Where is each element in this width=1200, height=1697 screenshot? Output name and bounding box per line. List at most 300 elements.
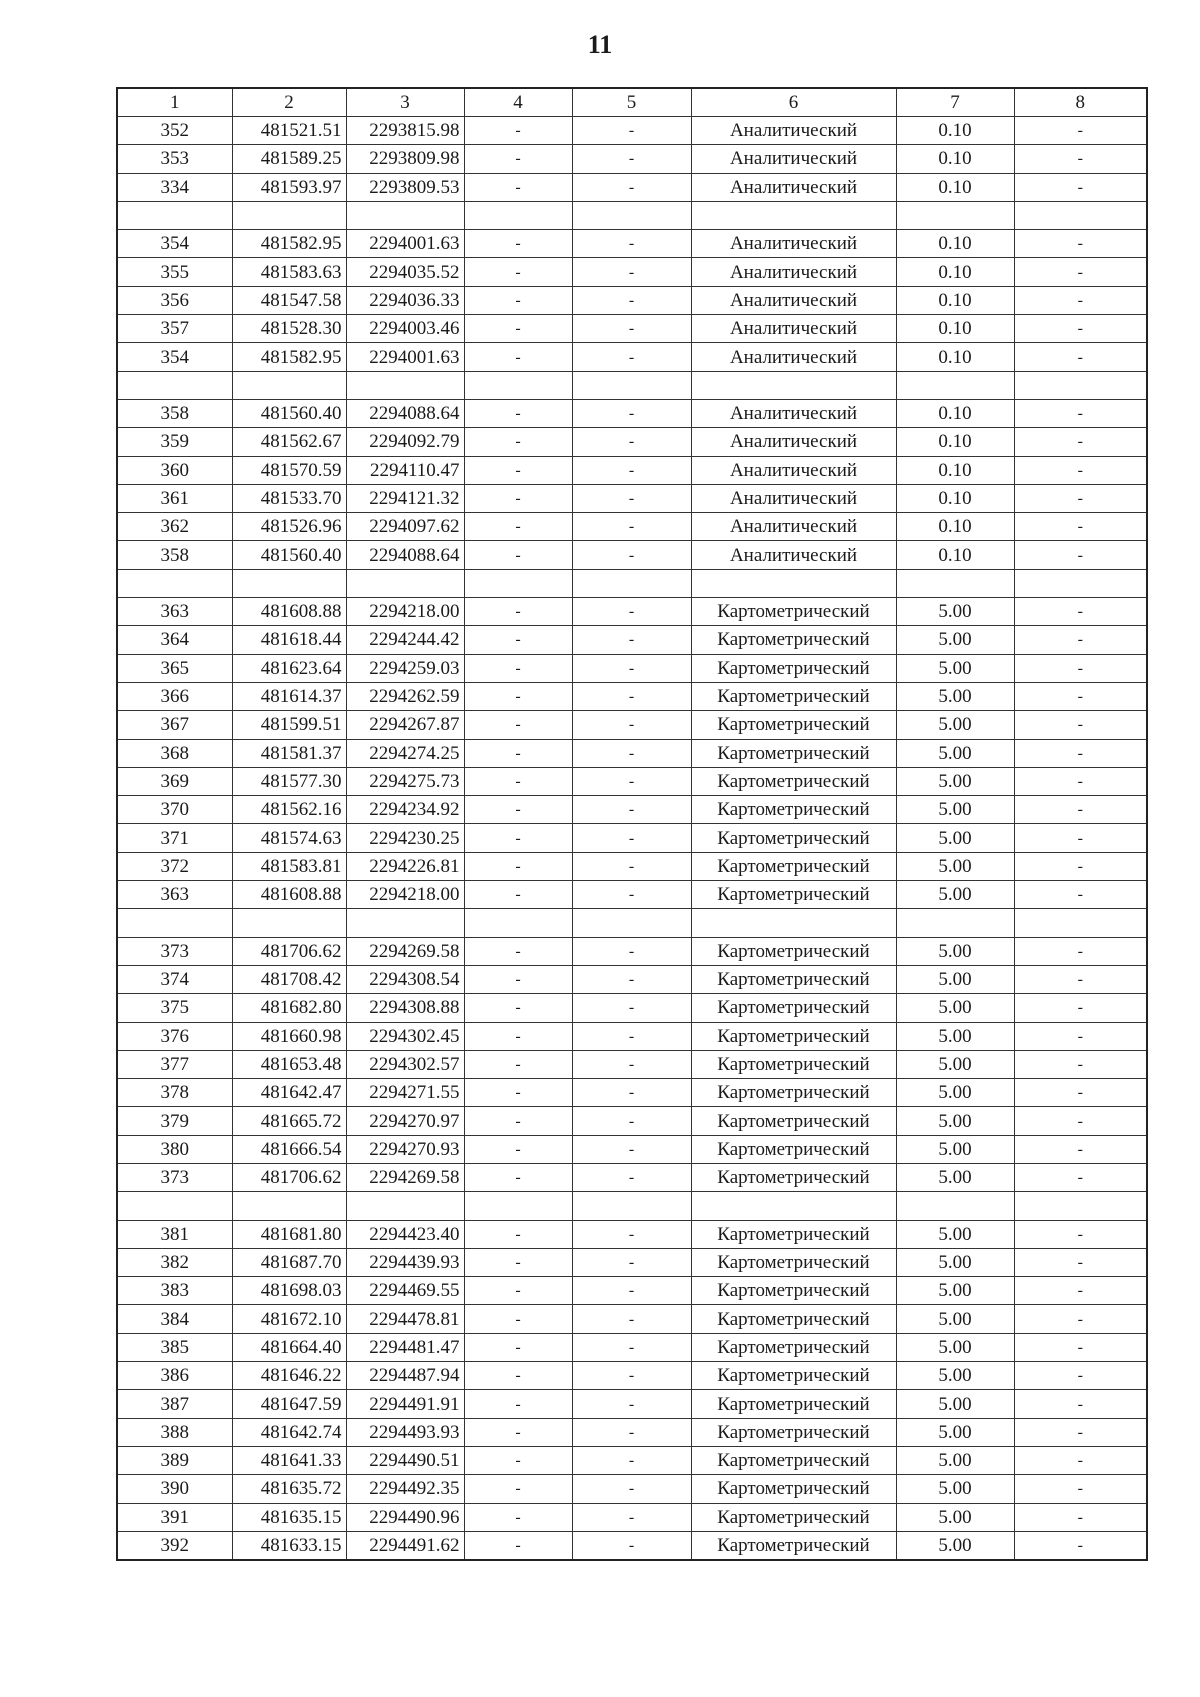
table-cell-col-7: 5.00 bbox=[896, 654, 1014, 682]
table-cell-col-5: - bbox=[572, 1135, 691, 1163]
table-cell-col-2: 481526.96 bbox=[232, 513, 346, 541]
table-cell-col-8: - bbox=[1014, 852, 1147, 880]
table-cell-col-4: - bbox=[464, 1446, 572, 1474]
table-cell-col-7: 5.00 bbox=[896, 1475, 1014, 1503]
table-cell-col-5: - bbox=[572, 1050, 691, 1078]
table-cell-col-1 bbox=[117, 201, 232, 229]
table-cell-col-7: 5.00 bbox=[896, 965, 1014, 993]
table-row bbox=[117, 937, 1147, 965]
table-cell-col-2: 481583.81 bbox=[232, 852, 346, 880]
table-cell-col-5: - bbox=[572, 1503, 691, 1531]
table-cell-col-3: 2294092.79 bbox=[346, 428, 464, 456]
table-cell-col-2: 481641.33 bbox=[232, 1446, 346, 1474]
table-cell-col-5 bbox=[572, 371, 691, 399]
table-cell-col-1: 358 bbox=[117, 399, 232, 427]
table-row bbox=[117, 1418, 1147, 1446]
table-cell-col-6 bbox=[691, 371, 896, 399]
table-cell-col-1: 374 bbox=[117, 965, 232, 993]
table-cell-col-7: 5.00 bbox=[896, 1050, 1014, 1078]
table-cell-col-4: - bbox=[464, 1220, 572, 1248]
table-separator-row bbox=[117, 371, 1147, 399]
table-row bbox=[117, 796, 1147, 824]
table-cell-col-8: - bbox=[1014, 117, 1147, 145]
table-cell-col-7: 5.00 bbox=[896, 1333, 1014, 1361]
table-cell-col-1: 373 bbox=[117, 1163, 232, 1191]
table-cell-col-1: 366 bbox=[117, 682, 232, 710]
table-cell-col-2: 481581.37 bbox=[232, 739, 346, 767]
table-cell-col-8 bbox=[1014, 909, 1147, 937]
table-cell-col-3: 2294275.73 bbox=[346, 767, 464, 795]
table-cell-col-7: 5.00 bbox=[896, 994, 1014, 1022]
table-cell-col-6: Картометрический bbox=[691, 881, 896, 909]
table-cell-col-4: - bbox=[464, 1362, 572, 1390]
table-cell-col-3 bbox=[346, 201, 464, 229]
table-cell-col-1: 358 bbox=[117, 541, 232, 569]
table-cell-col-8: - bbox=[1014, 1418, 1147, 1446]
table-cell-col-6: Картометрический bbox=[691, 937, 896, 965]
table-cell-col-8: - bbox=[1014, 1503, 1147, 1531]
table-cell-col-6: Аналитический bbox=[691, 343, 896, 371]
column-header-4: 4 bbox=[464, 88, 572, 117]
table-row bbox=[117, 626, 1147, 654]
table-row bbox=[117, 654, 1147, 682]
table-cell-col-6: Картометрический bbox=[691, 1475, 896, 1503]
table-cell-col-8: - bbox=[1014, 1220, 1147, 1248]
table-cell-col-1: 376 bbox=[117, 1022, 232, 1050]
table-cell-col-4: - bbox=[464, 230, 572, 258]
table-cell-col-1: 359 bbox=[117, 428, 232, 456]
table-cell-col-6: Картометрический bbox=[691, 1220, 896, 1248]
table-cell-col-3: 2294274.25 bbox=[346, 739, 464, 767]
table-cell-col-7: 0.10 bbox=[896, 343, 1014, 371]
table-cell-col-6: Картометрический bbox=[691, 965, 896, 993]
table-cell-col-4: - bbox=[464, 541, 572, 569]
coordinates-table bbox=[116, 87, 1148, 1561]
table-cell-col-5: - bbox=[572, 258, 691, 286]
table-cell-col-2: 481635.15 bbox=[232, 1503, 346, 1531]
table-cell-col-4: - bbox=[464, 1305, 572, 1333]
table-cell-col-8: - bbox=[1014, 626, 1147, 654]
table-cell-col-1: 392 bbox=[117, 1531, 232, 1560]
table-cell-col-7: 5.00 bbox=[896, 739, 1014, 767]
table-cell-col-5 bbox=[572, 201, 691, 229]
table-cell-col-1: 391 bbox=[117, 1503, 232, 1531]
table-row bbox=[117, 1277, 1147, 1305]
table-cell-col-7: 5.00 bbox=[896, 1390, 1014, 1418]
table-cell-col-7: 5.00 bbox=[896, 711, 1014, 739]
table-row bbox=[117, 1135, 1147, 1163]
table-cell-col-3: 2294088.64 bbox=[346, 541, 464, 569]
table-cell-col-5: - bbox=[572, 994, 691, 1022]
table-cell-col-1: 377 bbox=[117, 1050, 232, 1078]
table-cell-col-1: 387 bbox=[117, 1390, 232, 1418]
table-cell-col-4: - bbox=[464, 1418, 572, 1446]
table-cell-col-4: - bbox=[464, 1333, 572, 1361]
table-cell-col-5: - bbox=[572, 965, 691, 993]
table-cell-col-7: 0.10 bbox=[896, 513, 1014, 541]
table-row bbox=[117, 824, 1147, 852]
table-cell-col-1: 382 bbox=[117, 1248, 232, 1276]
table-cell-col-3: 2294001.63 bbox=[346, 343, 464, 371]
table-cell-col-3: 2294244.42 bbox=[346, 626, 464, 654]
table-cell-col-1: 365 bbox=[117, 654, 232, 682]
table-cell-col-3: 2294481.47 bbox=[346, 1333, 464, 1361]
table-cell-col-7: 5.00 bbox=[896, 1022, 1014, 1050]
table-cell-col-4: - bbox=[464, 881, 572, 909]
table-cell-col-5: - bbox=[572, 1390, 691, 1418]
table-cell-col-2: 481560.40 bbox=[232, 541, 346, 569]
table-row bbox=[117, 258, 1147, 286]
table-cell-col-6: Аналитический bbox=[691, 484, 896, 512]
table-cell-col-2 bbox=[232, 569, 346, 597]
table-cell-col-8: - bbox=[1014, 824, 1147, 852]
table-cell-col-7: 5.00 bbox=[896, 1503, 1014, 1531]
table-cell-col-8: - bbox=[1014, 1163, 1147, 1191]
table-cell-col-2: 481562.16 bbox=[232, 796, 346, 824]
table-cell-col-1: 386 bbox=[117, 1362, 232, 1390]
table-cell-col-2: 481589.25 bbox=[232, 145, 346, 173]
table-cell-col-7: 0.10 bbox=[896, 230, 1014, 258]
table-cell-col-2: 481614.37 bbox=[232, 682, 346, 710]
table-cell-col-4: - bbox=[464, 682, 572, 710]
table-cell-col-1: 369 bbox=[117, 767, 232, 795]
table-cell-col-1 bbox=[117, 569, 232, 597]
table-cell-col-7: 5.00 bbox=[896, 1362, 1014, 1390]
table-cell-col-3: 2293809.98 bbox=[346, 145, 464, 173]
table-cell-col-5: - bbox=[572, 852, 691, 880]
table-cell-col-2 bbox=[232, 909, 346, 937]
table-cell-col-4: - bbox=[464, 513, 572, 541]
table-cell-col-5: - bbox=[572, 173, 691, 201]
table-row bbox=[117, 399, 1147, 427]
table-cell-col-8: - bbox=[1014, 1475, 1147, 1503]
column-header-7: 7 bbox=[896, 88, 1014, 117]
table-cell-col-8: - bbox=[1014, 173, 1147, 201]
table-cell-col-3: 2294439.93 bbox=[346, 1248, 464, 1276]
table-cell-col-6: Картометрический bbox=[691, 711, 896, 739]
table-cell-col-6: Аналитический bbox=[691, 315, 896, 343]
table-cell-col-4: - bbox=[464, 145, 572, 173]
table-row bbox=[117, 145, 1147, 173]
table-cell-col-8: - bbox=[1014, 1079, 1147, 1107]
table-cell-col-5 bbox=[572, 1192, 691, 1220]
table-cell-col-6: Аналитический bbox=[691, 173, 896, 201]
table-cell-col-2 bbox=[232, 201, 346, 229]
page-number: 11 bbox=[587, 30, 613, 59]
table-cell-col-4: - bbox=[464, 767, 572, 795]
table-cell-col-3: 2294218.00 bbox=[346, 881, 464, 909]
table-cell-col-2: 481547.58 bbox=[232, 286, 346, 314]
table-cell-col-2: 481583.63 bbox=[232, 258, 346, 286]
table-cell-col-2: 481574.63 bbox=[232, 824, 346, 852]
table-cell-col-3: 2294097.62 bbox=[346, 513, 464, 541]
table-row bbox=[117, 428, 1147, 456]
table-cell-col-7: 0.10 bbox=[896, 315, 1014, 343]
table-row bbox=[117, 1022, 1147, 1050]
table-cell-col-7: 0.10 bbox=[896, 428, 1014, 456]
table-cell-col-4: - bbox=[464, 626, 572, 654]
table-cell-col-4: - bbox=[464, 598, 572, 626]
table-cell-col-4: - bbox=[464, 1079, 572, 1107]
table-cell-col-7: 5.00 bbox=[896, 598, 1014, 626]
table-cell-col-4: - bbox=[464, 456, 572, 484]
table-cell-col-7: 5.00 bbox=[896, 796, 1014, 824]
table-cell-col-4: - bbox=[464, 1107, 572, 1135]
table-cell-col-8: - bbox=[1014, 767, 1147, 795]
table-cell-col-4: - bbox=[464, 796, 572, 824]
table-cell-col-3: 2294478.81 bbox=[346, 1305, 464, 1333]
table-cell-col-6: Картометрический bbox=[691, 1418, 896, 1446]
table-cell-col-8: - bbox=[1014, 1446, 1147, 1474]
table-cell-col-2: 481706.62 bbox=[232, 1163, 346, 1191]
table-cell-col-8: - bbox=[1014, 258, 1147, 286]
table-cell-col-5: - bbox=[572, 1277, 691, 1305]
table-cell-col-3: 2294003.46 bbox=[346, 315, 464, 343]
table-cell-col-4: - bbox=[464, 994, 572, 1022]
table-cell-col-7: 0.10 bbox=[896, 456, 1014, 484]
table-separator-row bbox=[117, 909, 1147, 937]
table-cell-col-6: Картометрический bbox=[691, 796, 896, 824]
table-cell-col-3: 2294088.64 bbox=[346, 399, 464, 427]
table-row bbox=[117, 1248, 1147, 1276]
table-cell-col-4: - bbox=[464, 1022, 572, 1050]
table-cell-col-1: 378 bbox=[117, 1079, 232, 1107]
table-cell-col-5: - bbox=[572, 513, 691, 541]
table-cell-col-3: 2294308.88 bbox=[346, 994, 464, 1022]
table-cell-col-8: - bbox=[1014, 937, 1147, 965]
table-cell-col-2: 481608.88 bbox=[232, 598, 346, 626]
table-cell-col-2: 481687.70 bbox=[232, 1248, 346, 1276]
table-cell-col-1: 357 bbox=[117, 315, 232, 343]
table-cell-col-1: 375 bbox=[117, 994, 232, 1022]
table-cell-col-6: Картометрический bbox=[691, 994, 896, 1022]
table-cell-col-3: 2294302.45 bbox=[346, 1022, 464, 1050]
table-cell-col-1: 389 bbox=[117, 1446, 232, 1474]
table-cell-col-3 bbox=[346, 909, 464, 937]
table-cell-col-6: Картометрический bbox=[691, 1333, 896, 1361]
table-cell-col-4: - bbox=[464, 1390, 572, 1418]
table-cell-col-7: 5.00 bbox=[896, 682, 1014, 710]
table-cell-col-8 bbox=[1014, 201, 1147, 229]
table-cell-col-8: - bbox=[1014, 1107, 1147, 1135]
table-cell-col-3: 2293815.98 bbox=[346, 117, 464, 145]
table-cell-col-2: 481706.62 bbox=[232, 937, 346, 965]
table-row bbox=[117, 852, 1147, 880]
table-body bbox=[117, 117, 1147, 1560]
table-cell-col-2: 481665.72 bbox=[232, 1107, 346, 1135]
table-row bbox=[117, 1362, 1147, 1390]
table-cell-col-5: - bbox=[572, 824, 691, 852]
table-separator-row bbox=[117, 1192, 1147, 1220]
table-row bbox=[117, 598, 1147, 626]
table-cell-col-6: Картометрический bbox=[691, 739, 896, 767]
table-cell-col-2: 481698.03 bbox=[232, 1277, 346, 1305]
table-cell-col-6: Аналитический bbox=[691, 230, 896, 258]
table-cell-col-7: 5.00 bbox=[896, 1220, 1014, 1248]
header-row bbox=[117, 88, 1147, 117]
table-row bbox=[117, 230, 1147, 258]
table-cell-col-1: 385 bbox=[117, 1333, 232, 1361]
table-cell-col-7: 5.00 bbox=[896, 1079, 1014, 1107]
table-cell-col-8: - bbox=[1014, 1050, 1147, 1078]
table-cell-col-3 bbox=[346, 1192, 464, 1220]
table-cell-col-3: 2294493.93 bbox=[346, 1418, 464, 1446]
table-cell-col-1: 373 bbox=[117, 937, 232, 965]
table-row bbox=[117, 1163, 1147, 1191]
table-cell-col-8: - bbox=[1014, 965, 1147, 993]
column-header-2: 2 bbox=[232, 88, 346, 117]
column-header-5: 5 bbox=[572, 88, 691, 117]
table-cell-col-1: 364 bbox=[117, 626, 232, 654]
table-cell-col-5: - bbox=[572, 343, 691, 371]
table-cell-col-5: - bbox=[572, 598, 691, 626]
table-cell-col-1 bbox=[117, 1192, 232, 1220]
table-cell-col-2: 481682.80 bbox=[232, 994, 346, 1022]
table-cell-col-4: - bbox=[464, 965, 572, 993]
table-cell-col-1: 362 bbox=[117, 513, 232, 541]
table-cell-col-4: - bbox=[464, 1503, 572, 1531]
table-row bbox=[117, 541, 1147, 569]
table-cell-col-8: - bbox=[1014, 1277, 1147, 1305]
table-cell-col-1: 381 bbox=[117, 1220, 232, 1248]
table-cell-col-4: - bbox=[464, 1248, 572, 1276]
column-header-1: 1 bbox=[117, 88, 232, 117]
table-cell-col-4: - bbox=[464, 286, 572, 314]
table-cell-col-2: 481633.15 bbox=[232, 1531, 346, 1560]
table-cell-col-5: - bbox=[572, 711, 691, 739]
table-cell-col-5 bbox=[572, 569, 691, 597]
table-cell-col-4 bbox=[464, 201, 572, 229]
table-cell-col-6: Аналитический bbox=[691, 258, 896, 286]
table-cell-col-6: Картометрический bbox=[691, 682, 896, 710]
table-cell-col-8: - bbox=[1014, 286, 1147, 314]
table-cell-col-3 bbox=[346, 569, 464, 597]
table-cell-col-8: - bbox=[1014, 541, 1147, 569]
table-cell-col-4: - bbox=[464, 1050, 572, 1078]
table-cell-col-4 bbox=[464, 569, 572, 597]
table-row bbox=[117, 1220, 1147, 1248]
table-cell-col-3: 2294271.55 bbox=[346, 1079, 464, 1107]
table-cell-col-8: - bbox=[1014, 654, 1147, 682]
table-cell-col-2: 481666.54 bbox=[232, 1135, 346, 1163]
table-cell-col-8: - bbox=[1014, 598, 1147, 626]
column-header-3: 3 bbox=[346, 88, 464, 117]
table-cell-col-6: Картометрический bbox=[691, 1531, 896, 1560]
table-cell-col-1: 372 bbox=[117, 852, 232, 880]
table-cell-col-3: 2294487.94 bbox=[346, 1362, 464, 1390]
table-cell-col-7: 5.00 bbox=[896, 1248, 1014, 1276]
table-cell-col-2: 481582.95 bbox=[232, 343, 346, 371]
table-cell-col-1: 388 bbox=[117, 1418, 232, 1446]
table-cell-col-4: - bbox=[464, 484, 572, 512]
table-cell-col-6: Картометрический bbox=[691, 1248, 896, 1276]
table-cell-col-4: - bbox=[464, 117, 572, 145]
table-cell-col-5: - bbox=[572, 682, 691, 710]
table-cell-col-6 bbox=[691, 909, 896, 937]
table-cell-col-1: 356 bbox=[117, 286, 232, 314]
table-cell-col-5: - bbox=[572, 428, 691, 456]
table-cell-col-1: 384 bbox=[117, 1305, 232, 1333]
table-cell-col-1 bbox=[117, 909, 232, 937]
table-cell-col-3: 2294302.57 bbox=[346, 1050, 464, 1078]
table-cell-col-2 bbox=[232, 1192, 346, 1220]
table-cell-col-4 bbox=[464, 371, 572, 399]
table-cell-col-1: 361 bbox=[117, 484, 232, 512]
table-cell-col-6: Картометрический bbox=[691, 1079, 896, 1107]
table-cell-col-2 bbox=[232, 371, 346, 399]
table-row bbox=[117, 1050, 1147, 1078]
table-cell-col-4: - bbox=[464, 1475, 572, 1503]
table-cell-col-1: 363 bbox=[117, 881, 232, 909]
table-cell-col-7 bbox=[896, 909, 1014, 937]
table-cell-col-7: 5.00 bbox=[896, 937, 1014, 965]
table-cell-col-1: 380 bbox=[117, 1135, 232, 1163]
table-cell-col-7: 0.10 bbox=[896, 399, 1014, 427]
table-cell-col-7: 5.00 bbox=[896, 1531, 1014, 1560]
table-cell-col-1 bbox=[117, 371, 232, 399]
table-cell-col-6: Аналитический bbox=[691, 456, 896, 484]
table-cell-col-3: 2294230.25 bbox=[346, 824, 464, 852]
table-row bbox=[117, 173, 1147, 201]
table-cell-col-8: - bbox=[1014, 1135, 1147, 1163]
table-cell-col-4: - bbox=[464, 315, 572, 343]
table-cell-col-5: - bbox=[572, 1531, 691, 1560]
table-cell-col-2: 481672.10 bbox=[232, 1305, 346, 1333]
table-cell-col-7: 0.10 bbox=[896, 541, 1014, 569]
table-row bbox=[117, 1503, 1147, 1531]
table-cell-col-5: - bbox=[572, 1220, 691, 1248]
table-cell-col-5: - bbox=[572, 1248, 691, 1276]
table-cell-col-2: 481521.51 bbox=[232, 117, 346, 145]
table-cell-col-5: - bbox=[572, 145, 691, 173]
table-cell-col-7: 0.10 bbox=[896, 173, 1014, 201]
table-cell-col-3: 2294259.03 bbox=[346, 654, 464, 682]
table-cell-col-3: 2294423.40 bbox=[346, 1220, 464, 1248]
table-cell-col-6: Картометрический bbox=[691, 1135, 896, 1163]
table-cell-col-1: 354 bbox=[117, 343, 232, 371]
table-cell-col-8: - bbox=[1014, 456, 1147, 484]
table-cell-col-5: - bbox=[572, 626, 691, 654]
table-cell-col-2: 481599.51 bbox=[232, 711, 346, 739]
table-cell-col-3: 2294492.35 bbox=[346, 1475, 464, 1503]
table-row bbox=[117, 1531, 1147, 1560]
table-cell-col-3: 2294491.91 bbox=[346, 1390, 464, 1418]
table-cell-col-7: 5.00 bbox=[896, 1107, 1014, 1135]
table-cell-col-3: 2294036.33 bbox=[346, 286, 464, 314]
table-cell-col-5: - bbox=[572, 456, 691, 484]
table-cell-col-6 bbox=[691, 569, 896, 597]
table-cell-col-8 bbox=[1014, 1192, 1147, 1220]
table-cell-col-6: Аналитический bbox=[691, 399, 896, 427]
table-cell-col-8: - bbox=[1014, 711, 1147, 739]
table-cell-col-6: Картометрический bbox=[691, 824, 896, 852]
table-cell-col-8: - bbox=[1014, 399, 1147, 427]
table-cell-col-7: 5.00 bbox=[896, 1277, 1014, 1305]
table-cell-col-5: - bbox=[572, 1362, 691, 1390]
table-cell-col-3 bbox=[346, 371, 464, 399]
table-row bbox=[117, 286, 1147, 314]
table-cell-col-2: 481664.40 bbox=[232, 1333, 346, 1361]
table-cell-col-3: 2294269.58 bbox=[346, 1163, 464, 1191]
table-row bbox=[117, 1446, 1147, 1474]
table-row bbox=[117, 315, 1147, 343]
table-cell-col-1: 360 bbox=[117, 456, 232, 484]
table-cell-col-4: - bbox=[464, 824, 572, 852]
table-cell-col-8: - bbox=[1014, 739, 1147, 767]
table-cell-col-3: 2294035.52 bbox=[346, 258, 464, 286]
table-cell-col-3: 2294121.32 bbox=[346, 484, 464, 512]
table-cell-col-5: - bbox=[572, 1305, 691, 1333]
